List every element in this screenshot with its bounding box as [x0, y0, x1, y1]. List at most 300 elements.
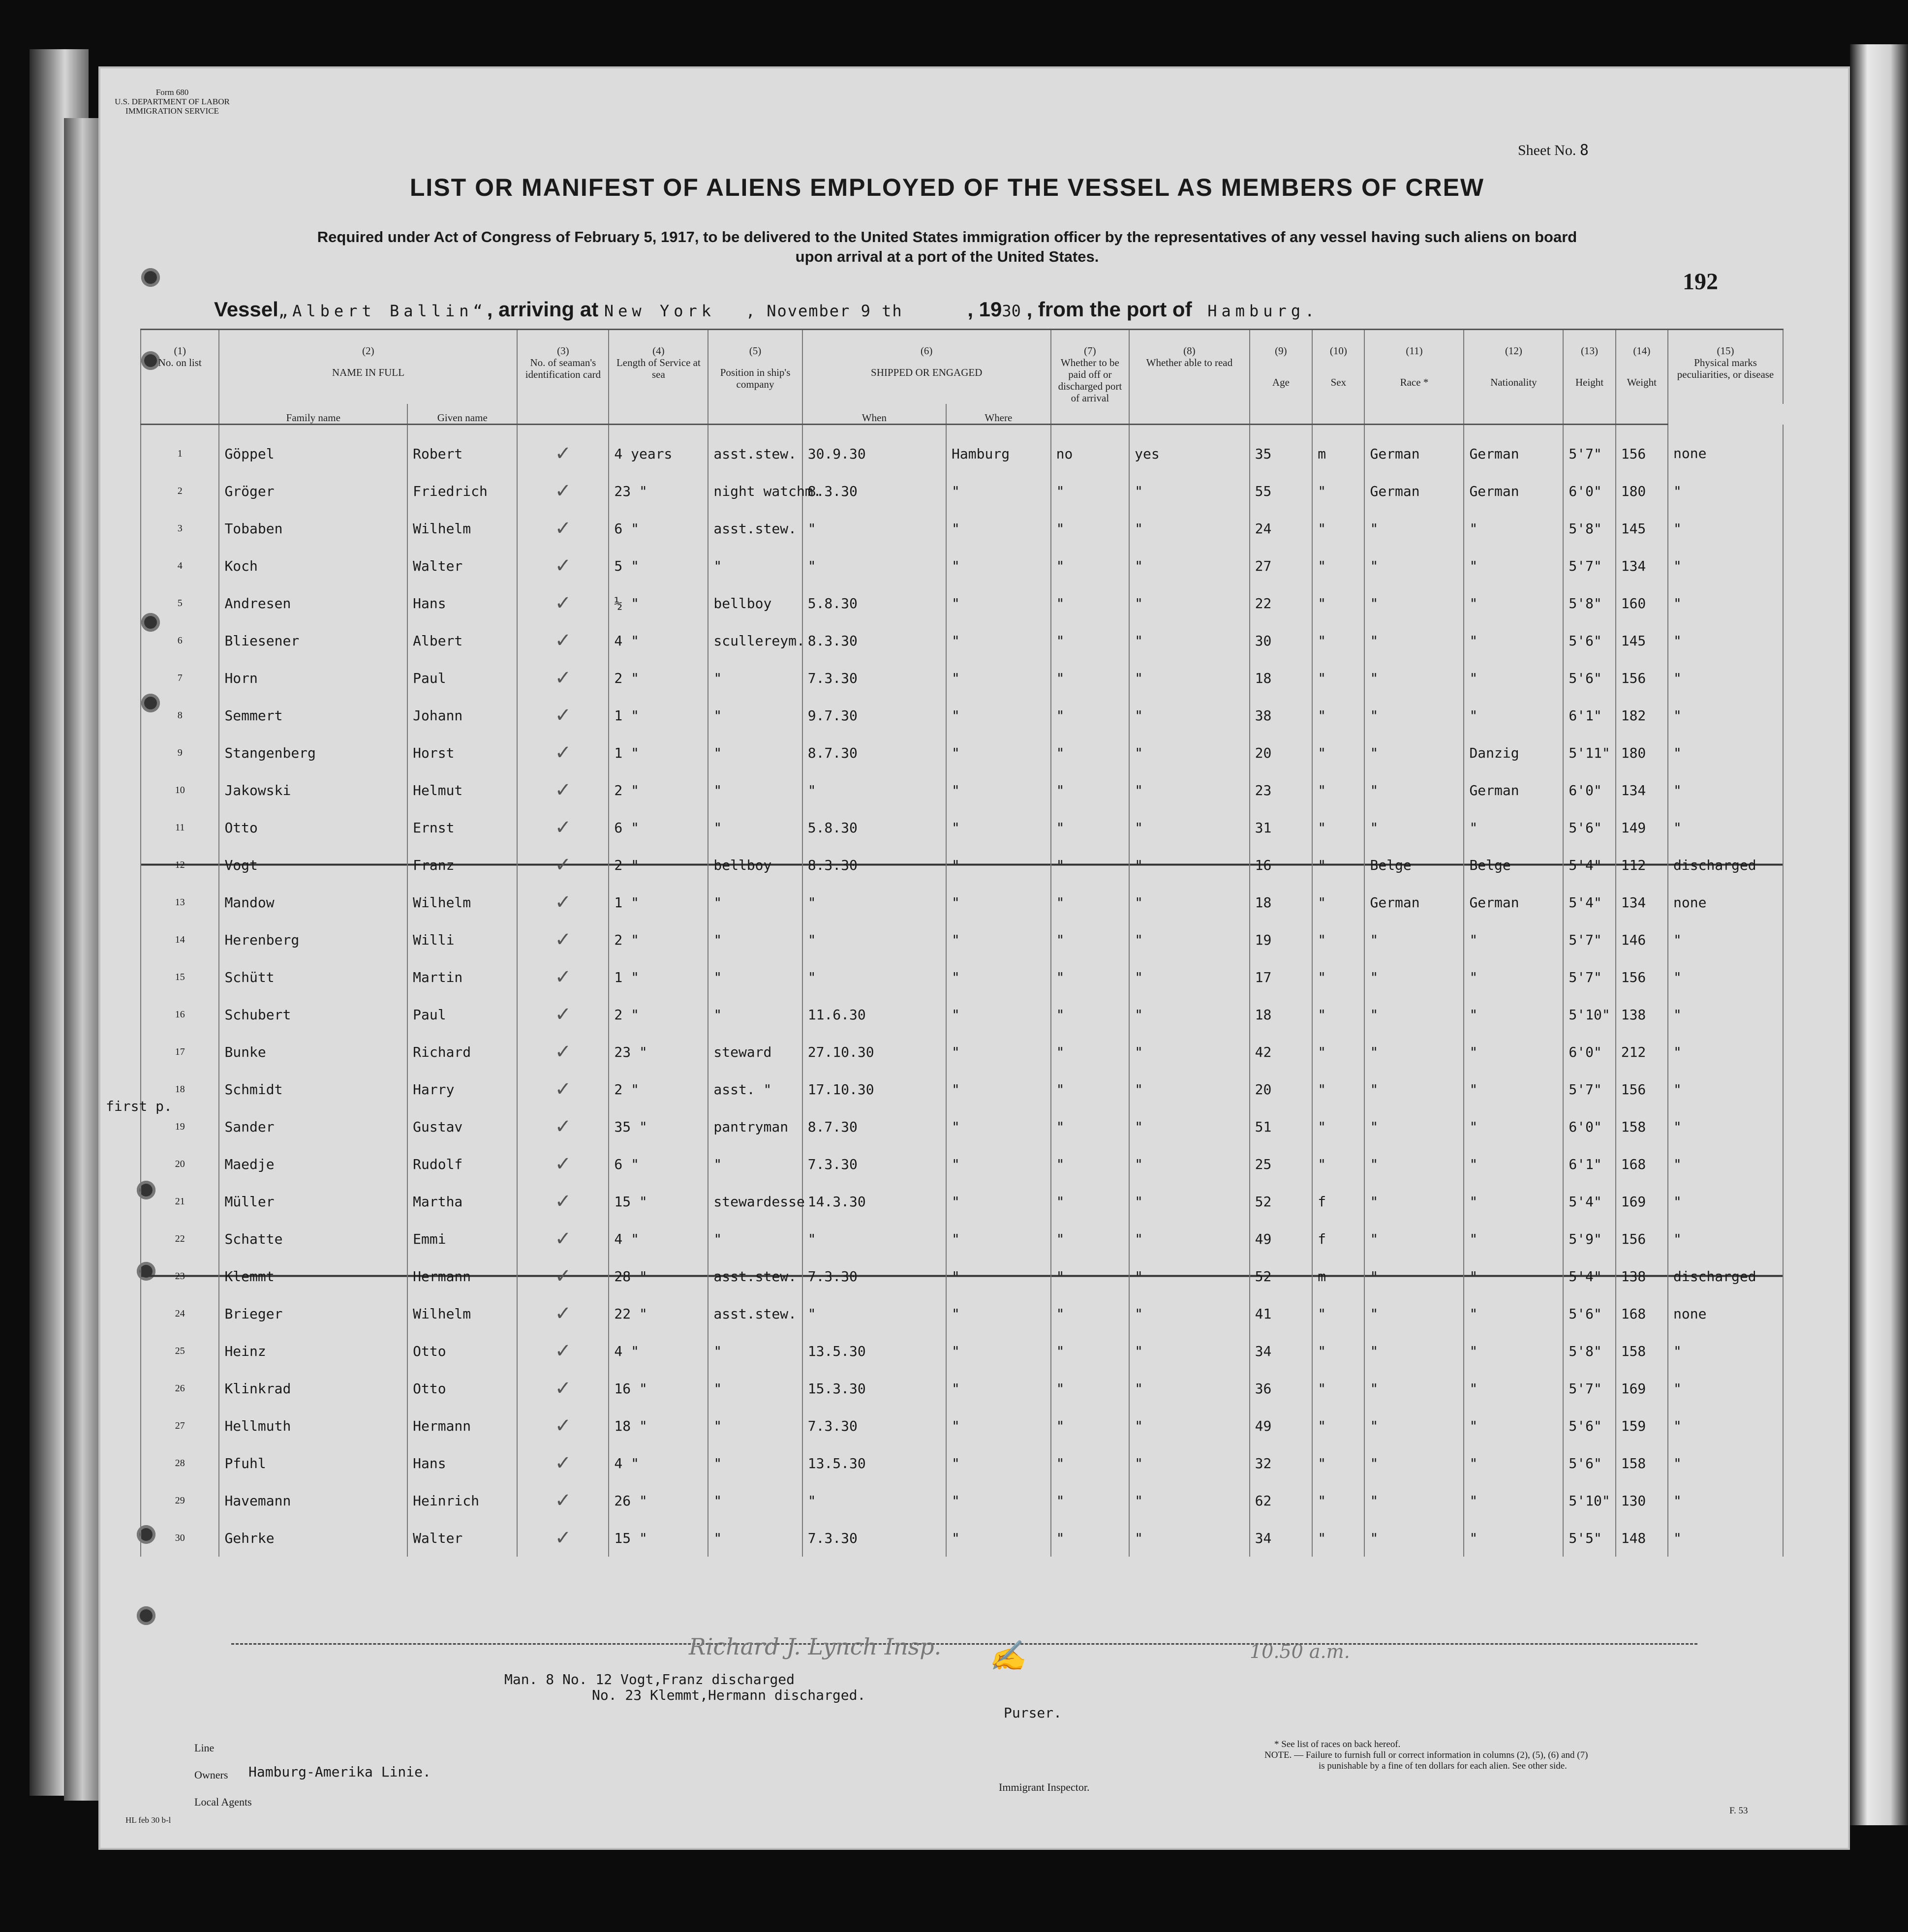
cell-service-length: 2 "	[609, 921, 708, 958]
cell-shipped-where: "	[946, 1145, 1051, 1183]
cell-service-length: 1 "	[609, 884, 708, 921]
cell-age: 51	[1250, 1108, 1313, 1145]
cell-given-name: Otto	[407, 1332, 517, 1370]
cell-position: asst. "	[708, 1071, 802, 1108]
cell-paid-off: "	[1051, 1108, 1129, 1145]
cell-paid-off: "	[1051, 1295, 1129, 1332]
cell-given-name: Gustav	[407, 1108, 517, 1145]
cell-weight: 160	[1616, 584, 1668, 622]
cell-nationality: "	[1464, 921, 1563, 958]
cell-shipped-when: 14.3.30	[802, 1183, 946, 1220]
cell-sex: m	[1312, 425, 1364, 473]
cell-position: scullereym.	[708, 622, 802, 659]
cell-paid-off: "	[1051, 1332, 1129, 1370]
cell-row-number: 2	[141, 472, 219, 510]
cell-able-to-read: "	[1129, 809, 1250, 846]
cell-physical-marks: "	[1668, 584, 1783, 622]
cell-height: 5'8"	[1563, 584, 1615, 622]
cell-id-card-check: ✓	[517, 996, 609, 1033]
cell-height: 5'4"	[1563, 846, 1615, 884]
cell-age: 32	[1250, 1444, 1313, 1482]
table-row	[141, 1332, 1783, 1370]
cell-weight: 148	[1616, 1519, 1668, 1557]
cell-sex: "	[1312, 547, 1364, 584]
cell-paid-off: "	[1051, 1407, 1129, 1444]
cell-paid-off: "	[1051, 1482, 1129, 1519]
cell-race: "	[1364, 1444, 1464, 1482]
cell-shipped-when: 17.10.30	[802, 1071, 946, 1108]
cell-row-number: 17	[141, 1033, 219, 1071]
col-race-header: (11) Race *	[1364, 330, 1464, 404]
cell-id-card-check: ✓	[517, 584, 609, 622]
cell-sex: "	[1312, 1482, 1364, 1519]
cell-paid-off: "	[1051, 1370, 1129, 1407]
cell-id-card-check: ✓	[517, 1482, 609, 1519]
cell-id-card-check: ✓	[517, 510, 609, 547]
cell-sex: "	[1312, 584, 1364, 622]
cell-given-name: Harry	[407, 1071, 517, 1108]
cell-family-name: Tobaben	[219, 510, 407, 547]
cell-age: 30	[1250, 622, 1313, 659]
cell-shipped-where: "	[946, 547, 1051, 584]
cell-able-to-read: "	[1129, 1183, 1250, 1220]
cell-given-name: Emmi	[407, 1220, 517, 1257]
cell-physical-marks: "	[1668, 1183, 1783, 1220]
cell-physical-marks: "	[1668, 510, 1783, 547]
cell-family-name: Gehrke	[219, 1519, 407, 1557]
cell-height: 5'6"	[1563, 622, 1615, 659]
subheader-row	[141, 404, 1783, 425]
cell-row-number: 6	[141, 622, 219, 659]
form-department: U.S. DEPARTMENT OF LABOR	[115, 97, 230, 106]
cell-height: 5'7"	[1563, 958, 1615, 996]
cell-given-name: Willi	[407, 921, 517, 958]
cell-age: 38	[1250, 697, 1313, 734]
cell-height: 5'5"	[1563, 1519, 1615, 1557]
cell-sex: "	[1312, 771, 1364, 809]
cell-race: "	[1364, 1519, 1464, 1557]
cell-age: 34	[1250, 1519, 1313, 1557]
cell-row-number: 23	[141, 1257, 219, 1295]
cell-service-length: 6 "	[609, 1145, 708, 1183]
cell-weight: 158	[1616, 1332, 1668, 1370]
table-row	[141, 921, 1783, 958]
cell-family-name: Schütt	[219, 958, 407, 996]
inspection-time: 10.50 a.m.	[1250, 1641, 1350, 1662]
cell-height: 5'6"	[1563, 1444, 1615, 1482]
cell-service-length: 16 "	[609, 1370, 708, 1407]
cell-id-card-check: ✓	[517, 846, 609, 884]
cell-id-card-check: ✓	[517, 472, 609, 510]
cell-position: pantryman	[708, 1108, 802, 1145]
cell-position: stewardesse	[708, 1183, 802, 1220]
cell-physical-marks: none	[1668, 425, 1783, 473]
cell-height: 5'7"	[1563, 1071, 1615, 1108]
binder-spine	[64, 118, 101, 1801]
cell-weight: 169	[1616, 1370, 1668, 1407]
subtitle-line-1: Required under Act of Congress of February 5, 1917, to be delivered to the United States immigration officer by the representatives of any vessel having such aliens on board	[317, 228, 1577, 245]
cell-age: 17	[1250, 958, 1313, 996]
cell-race: German	[1364, 425, 1464, 473]
cell-paid-off: "	[1051, 884, 1129, 921]
col-nationality-header: (12) Nationality	[1464, 330, 1563, 404]
cell-service-length: 1 "	[609, 958, 708, 996]
cell-position: asst.stew.	[708, 1257, 802, 1295]
cell-position: "	[708, 921, 802, 958]
cell-able-to-read: "	[1129, 510, 1250, 547]
cell-nationality: Belge	[1464, 846, 1563, 884]
cell-able-to-read: yes	[1129, 425, 1250, 473]
cell-age: 19	[1250, 921, 1313, 958]
cell-shipped-when: 15.3.30	[802, 1370, 946, 1407]
cell-nationality: "	[1464, 1295, 1563, 1332]
cell-sex: "	[1312, 1071, 1364, 1108]
cell-shipped-when: "	[802, 771, 946, 809]
cell-row-number: 30	[141, 1519, 219, 1557]
cell-service-length: 1 "	[609, 697, 708, 734]
cell-paid-off: "	[1051, 472, 1129, 510]
cell-weight: 112	[1616, 846, 1668, 884]
cell-service-length: 22 "	[609, 1295, 708, 1332]
cell-row-number: 12	[141, 846, 219, 884]
cell-physical-marks: "	[1668, 1220, 1783, 1257]
cell-given-name: Paul	[407, 659, 517, 697]
cell-row-number: 7	[141, 659, 219, 697]
cell-given-name: Paul	[407, 996, 517, 1033]
col-name-header: (2) NAME IN FULL	[219, 330, 517, 404]
cell-given-name: Hans	[407, 1444, 517, 1482]
cell-row-number: 5	[141, 584, 219, 622]
cell-service-length: 18 "	[609, 1407, 708, 1444]
subtitle-line-2: upon arrival at a port of the United States.	[795, 248, 1099, 265]
cell-paid-off: "	[1051, 921, 1129, 958]
cell-shipped-where: "	[946, 1183, 1051, 1220]
cell-able-to-read: "	[1129, 958, 1250, 996]
col-weight-header: (14) Weight	[1616, 330, 1668, 404]
sheet-label: Sheet No.	[1518, 142, 1576, 158]
cell-given-name: Martin	[407, 958, 517, 996]
cell-given-name: Friedrich	[407, 472, 517, 510]
cell-height: 5'8"	[1563, 510, 1615, 547]
cell-family-name: Bunke	[219, 1033, 407, 1071]
cell-id-card-check: ✓	[517, 1407, 609, 1444]
cell-physical-marks: "	[1668, 1407, 1783, 1444]
cell-position: night watchm.	[708, 472, 802, 510]
document-title: LIST OR MANIFEST OF ALIENS EMPLOYED OF THE VESSEL AS MEMBERS OF CREW	[409, 174, 1485, 201]
cell-able-to-read: "	[1129, 1145, 1250, 1183]
table-row	[141, 1145, 1783, 1183]
cell-given-name: Hans	[407, 584, 517, 622]
cell-age: 25	[1250, 1145, 1313, 1183]
cell-physical-marks: discharged	[1668, 846, 1783, 884]
cell-able-to-read: "	[1129, 659, 1250, 697]
cell-id-card-check: ✓	[517, 921, 609, 958]
cell-position: "	[708, 1482, 802, 1519]
col-card-header: (3) No. of seaman's identification card	[517, 330, 609, 404]
cell-service-length: 2 "	[609, 659, 708, 697]
cell-shipped-where: "	[946, 1108, 1051, 1145]
cell-shipped-when: 13.5.30	[802, 1444, 946, 1482]
cell-weight: 159	[1616, 1407, 1668, 1444]
cell-position: asst.stew.	[708, 510, 802, 547]
cell-age: 42	[1250, 1033, 1313, 1071]
cell-weight: 158	[1616, 1444, 1668, 1482]
inspector-signature: Richard J. Lynch Insp.	[689, 1633, 942, 1660]
cell-row-number: 27	[141, 1407, 219, 1444]
cell-nationality: Danzig	[1464, 734, 1563, 771]
cell-weight: 182	[1616, 697, 1668, 734]
arriving-label: , arriving at	[487, 298, 599, 321]
cell-sex: "	[1312, 884, 1364, 921]
cell-shipped-where: "	[946, 510, 1051, 547]
cell-able-to-read: "	[1129, 734, 1250, 771]
from-label: , from the port of	[1026, 298, 1192, 321]
cell-race: "	[1364, 1145, 1464, 1183]
cell-position: "	[708, 771, 802, 809]
cell-height: 5'9"	[1563, 1220, 1615, 1257]
cell-paid-off: "	[1051, 584, 1129, 622]
cell-sex: "	[1312, 1332, 1364, 1370]
cell-row-number: 20	[141, 1145, 219, 1183]
table-row	[141, 1519, 1783, 1557]
table-row	[141, 771, 1783, 809]
cell-family-name: Gröger	[219, 472, 407, 510]
cell-shipped-where: "	[946, 958, 1051, 996]
cell-able-to-read: "	[1129, 921, 1250, 958]
cell-nationality: German	[1464, 884, 1563, 921]
cell-given-name: Johann	[407, 697, 517, 734]
cell-given-name: Heinrich	[407, 1482, 517, 1519]
cell-shipped-where: "	[946, 846, 1051, 884]
cell-age: 23	[1250, 771, 1313, 809]
cell-id-card-check: ✓	[517, 547, 609, 584]
cell-paid-off: "	[1051, 659, 1129, 697]
cell-race: German	[1364, 884, 1464, 921]
cell-height: 5'11"	[1563, 734, 1615, 771]
cell-able-to-read: "	[1129, 1482, 1250, 1519]
cell-weight: 156	[1616, 1071, 1668, 1108]
cell-row-number: 10	[141, 771, 219, 809]
cell-able-to-read: "	[1129, 996, 1250, 1033]
cell-family-name: Havemann	[219, 1482, 407, 1519]
cell-position: "	[708, 1519, 802, 1557]
cell-sex: "	[1312, 996, 1364, 1033]
footnote-races: * See list of races on back hereof.	[1274, 1739, 1401, 1749]
local-agents-label: Local Agents	[194, 1796, 252, 1808]
cell-id-card-check: ✓	[517, 958, 609, 996]
cell-shipped-where: "	[946, 1407, 1051, 1444]
cell-shipped-where: Hamburg	[946, 425, 1051, 473]
cell-height: 6'1"	[1563, 1145, 1615, 1183]
footnote-penalty: NOTE. — Failure to furnish full or correct information in columns (2), (5), (6) and (7)	[1264, 1750, 1588, 1760]
cell-height: 5'7"	[1563, 1370, 1615, 1407]
cell-shipped-where: "	[946, 921, 1051, 958]
cell-shipped-where: "	[946, 771, 1051, 809]
cell-height: 5'6"	[1563, 659, 1615, 697]
cell-service-length: 6 "	[609, 510, 708, 547]
cell-physical-marks: "	[1668, 1108, 1783, 1145]
cell-shipped-when: 30.9.30	[802, 425, 946, 473]
cell-height: 5'10"	[1563, 1482, 1615, 1519]
cell-position: "	[708, 1407, 802, 1444]
cell-height: 6'0"	[1563, 771, 1615, 809]
table-row	[141, 1482, 1783, 1519]
cell-shipped-when: "	[802, 1220, 946, 1257]
cell-race: German	[1364, 472, 1464, 510]
cell-sex: "	[1312, 1108, 1364, 1145]
closing-rule	[231, 1643, 1697, 1645]
cell-paid-off: "	[1051, 510, 1129, 547]
table-row	[141, 1071, 1783, 1108]
cell-service-length: 4 "	[609, 1220, 708, 1257]
col-given-header: Given name	[407, 404, 517, 425]
cell-given-name: Richard	[407, 1033, 517, 1071]
cell-family-name: Andresen	[219, 584, 407, 622]
cell-age: 34	[1250, 1332, 1313, 1370]
table-row	[141, 425, 1783, 473]
table-row	[141, 1220, 1783, 1257]
cell-height: 5'6"	[1563, 1407, 1615, 1444]
cell-given-name: Horst	[407, 734, 517, 771]
cell-row-number: 19	[141, 1108, 219, 1145]
cell-given-name: Hermann	[407, 1407, 517, 1444]
cell-shipped-when: "	[802, 1295, 946, 1332]
cell-row-number: 1	[141, 425, 219, 473]
cell-given-name: Wilhelm	[407, 510, 517, 547]
cell-height: 5'6"	[1563, 1295, 1615, 1332]
cell-paid-off: "	[1051, 1444, 1129, 1482]
cell-family-name: Heinz	[219, 1332, 407, 1370]
cell-age: 18	[1250, 659, 1313, 697]
cell-sex: f	[1312, 1183, 1364, 1220]
sheet-value: 8	[1579, 142, 1589, 159]
cell-nationality: "	[1464, 1183, 1563, 1220]
cell-race: "	[1364, 584, 1464, 622]
col-marks-header: (15) Physical marks peculiarities, or disease	[1668, 330, 1783, 404]
cell-height: 6'0"	[1563, 1108, 1615, 1145]
cell-id-card-check: ✓	[517, 1108, 609, 1145]
cell-shipped-when: "	[802, 884, 946, 921]
cell-able-to-read: "	[1129, 1257, 1250, 1295]
cell-sex: "	[1312, 1145, 1364, 1183]
cell-able-to-read: "	[1129, 1519, 1250, 1557]
cell-shipped-where: "	[946, 996, 1051, 1033]
cell-nationality: "	[1464, 622, 1563, 659]
cell-height: 5'7"	[1563, 547, 1615, 584]
cell-able-to-read: "	[1129, 1444, 1250, 1482]
cell-id-card-check: ✓	[517, 425, 609, 473]
cell-weight: 138	[1616, 1257, 1668, 1295]
cell-shipped-when: 8.3.30	[802, 622, 946, 659]
cell-shipped-when: 8.3.30	[802, 846, 946, 884]
cell-physical-marks: "	[1668, 659, 1783, 697]
cell-given-name: Rudolf	[407, 1145, 517, 1183]
cell-given-name: Helmut	[407, 771, 517, 809]
cell-nationality: "	[1464, 1033, 1563, 1071]
cell-row-number: 15	[141, 958, 219, 996]
cell-nationality: "	[1464, 1444, 1563, 1482]
cell-race: "	[1364, 1071, 1464, 1108]
document-subtitle	[202, 227, 1693, 267]
crew-rows	[141, 425, 1783, 1557]
cell-position: "	[708, 697, 802, 734]
cell-race: "	[1364, 622, 1464, 659]
cell-family-name: Otto	[219, 809, 407, 846]
cell-row-number: 29	[141, 1482, 219, 1519]
cell-age: 18	[1250, 996, 1313, 1033]
cell-age: 16	[1250, 846, 1313, 884]
cell-shipped-when: 8.7.30	[802, 734, 946, 771]
cell-weight: 130	[1616, 1482, 1668, 1519]
cell-height: 5'7"	[1563, 425, 1615, 473]
cell-physical-marks: "	[1668, 1033, 1783, 1071]
cell-height: 6'1"	[1563, 697, 1615, 734]
cell-row-number: 28	[141, 1444, 219, 1482]
cell-row-number: 14	[141, 921, 219, 958]
cell-physical-marks: "	[1668, 622, 1783, 659]
col-sex-header: (10) Sex	[1312, 330, 1364, 404]
cell-position: "	[708, 884, 802, 921]
cell-service-length: 5 "	[609, 547, 708, 584]
cell-paid-off: "	[1051, 1257, 1129, 1295]
table-row	[141, 584, 1783, 622]
cell-paid-off: "	[1051, 1145, 1129, 1183]
cell-family-name: Sander	[219, 1108, 407, 1145]
cell-paid-off: "	[1051, 1071, 1129, 1108]
footnotes	[1264, 1739, 1697, 1772]
cell-age: 55	[1250, 472, 1313, 510]
cell-shipped-when: 8.3.30	[802, 472, 946, 510]
cell-paid-off: "	[1051, 697, 1129, 734]
cell-weight: 149	[1616, 809, 1668, 846]
cell-id-card-check: ✓	[517, 1370, 609, 1407]
cell-height: 5'4"	[1563, 1183, 1615, 1220]
cell-nationality: "	[1464, 1482, 1563, 1519]
cell-position: steward	[708, 1033, 802, 1071]
cell-able-to-read: "	[1129, 697, 1250, 734]
col-paid-header: (7) Whether to be paid off or discharged port of arrival	[1051, 330, 1129, 404]
cell-height: 6'0"	[1563, 472, 1615, 510]
cell-shipped-where: "	[946, 1071, 1051, 1108]
cell-shipped-where: "	[946, 1519, 1051, 1557]
cell-id-card-check: ✓	[517, 809, 609, 846]
cell-given-name: Walter	[407, 547, 517, 584]
cell-row-number: 3	[141, 510, 219, 547]
cell-race: "	[1364, 510, 1464, 547]
punch-hole	[141, 268, 160, 287]
col-no-header: (1) No. on list	[141, 330, 219, 404]
cell-weight: 145	[1616, 622, 1668, 659]
cell-shipped-where: "	[946, 734, 1051, 771]
cell-sex: "	[1312, 1370, 1364, 1407]
cell-able-to-read: "	[1129, 771, 1250, 809]
cell-shipped-where: "	[946, 809, 1051, 846]
cell-race: "	[1364, 1370, 1464, 1407]
cell-service-length: 2 "	[609, 771, 708, 809]
cell-position: bellboy	[708, 846, 802, 884]
cell-weight: 134	[1616, 884, 1668, 921]
cell-physical-marks: "	[1668, 697, 1783, 734]
cell-service-length: 2 "	[609, 996, 708, 1033]
cell-able-to-read: "	[1129, 1071, 1250, 1108]
cell-given-name: Robert	[407, 425, 517, 473]
cell-family-name: Stangenberg	[219, 734, 407, 771]
cell-id-card-check: ✓	[517, 1183, 609, 1220]
cell-nationality: "	[1464, 1519, 1563, 1557]
table-row	[141, 884, 1783, 921]
cell-physical-marks: "	[1668, 1370, 1783, 1407]
cell-height: 6'0"	[1563, 1033, 1615, 1071]
